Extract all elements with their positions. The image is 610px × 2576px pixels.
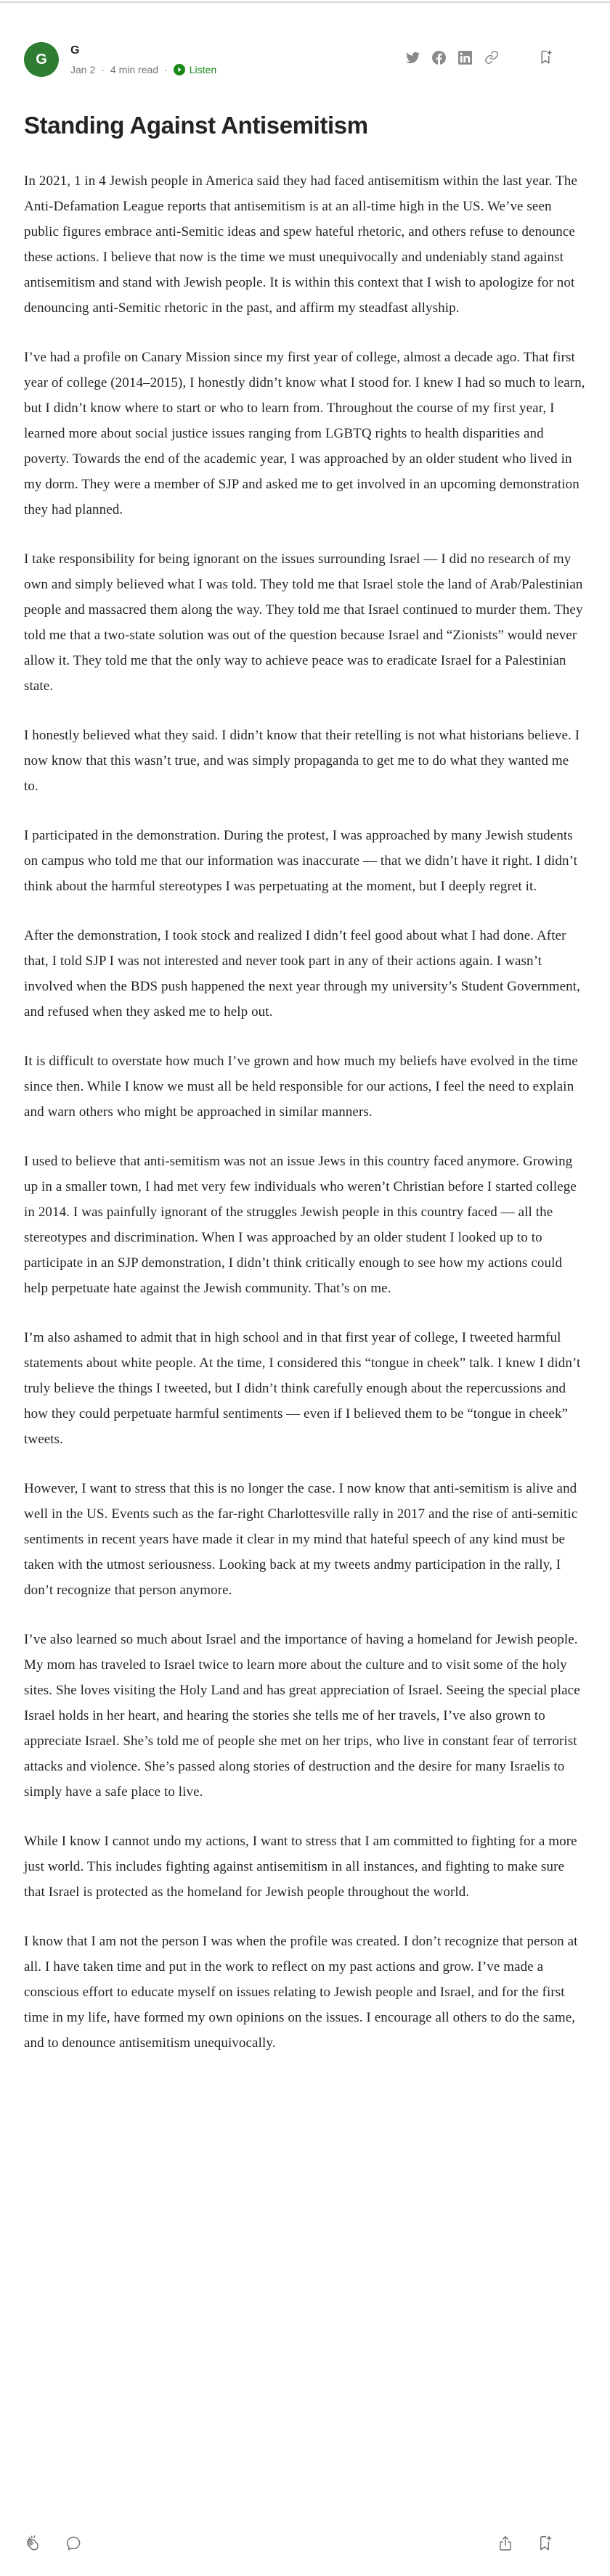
- article-paragraph: I’m also ashamed to admit that in high school and in that first year of college, I tweeted harmful statements about white people. At the time, I considered this “tongue in cheek” talk. I knew I didn’t truly believe the things I tweeted, but I didn’t think carefully enough about the repercussions and how they could perpetuate harmful sentiments — even if I believed them to be “tongue in cheek” tweets.: [24, 1330, 581, 1447]
- reactions-group: [24, 2534, 82, 2553]
- meta-separator: ·: [164, 64, 168, 75]
- article-paragraph: I’ve also learned so much about Israel and the importance of having a homeland for Jewish people. My mom has traveled to Israel twice to learn more about the culture and to visit some of the holy sites. She loves visiting the Holy Land and has great appreciation of Israel. Seeing the special place Israel holds in her heart, and hearing the stories she tells me of her travels, I’ve also grown to appreciate Israel. She’s told me of people she met on her trips, who live in constant fear of terrorist attacks and violence. She’s passed along stories of destruction and the desire for many Israelis to simply have a safe place to live.: [24, 1632, 580, 1800]
- play-icon: [174, 64, 185, 75]
- article-body: [0, 141, 610, 2056]
- article-paragraph: I know that I am not the person I was when the profile was created. I don’t recognize that person at all. I have taken time and put in the work to reflect on my past actions and grow. I’ve made a conscious effort to educate myself on issues relating to Jewish people and Israel, and for the first time in my life, have formed my own opinions on the issues. I encourage all others to do the same, and to denounce antisemitism unequivocally.: [24, 1934, 578, 2051]
- twitter-icon[interactable]: [406, 51, 420, 65]
- comment-icon[interactable]: [65, 2535, 82, 2552]
- avatar[interactable]: G: [24, 42, 59, 77]
- facebook-icon[interactable]: [432, 51, 446, 65]
- clap-icon[interactable]: [24, 2534, 43, 2553]
- author-meta: [70, 42, 216, 77]
- article-paragraph: In 2021, 1 in 4 Jewish people in America said they had faced antisemitism within the last year. The Anti-Defamation League reports that antisemitism is at an all-time high in the US. We’ve seen public figures embrace anti-Semitic ideas and spew hateful rhetoric, and others refuse to denounce these actions. I believe that now is the time we must unequivocally and undeniably stand against antisemitism and stand with Jewish people. It is within this context that I wish to apologize for not denouncing anti-Semitic rhetoric in the past, and affirm my steadfast allyship.: [24, 173, 577, 316]
- read-time: 4 min read: [110, 64, 159, 75]
- article-paragraph: However, I want to stress that this is no longer the case. I now know that anti-semitism is alive and well in the US. Events such as the far-right Charlottesville rally in 2017 and the rise of anti-semitic sentiments in recent years have made it clear in my mind that hateful speech of any kind must be taken with the utmost seriousness. Looking back at my tweets andmy participation in the rally, I don’t recognize that person anymore.: [24, 1481, 578, 1598]
- article-paragraph: I’ve had a profile on Canary Mission since my first year of college, almost a decade ago. That first year of college (2014–2015), I honestly didn’t know what I stood for. I knew I had so much to learn, but I didn’t know where to start or who to learn from. Throughout the course of my first year, I learned more about social justice issues ranging from LGBTQ rights to health disparities and poverty. Towards the end of the academic year, I was approached by an older student who lived in my dorm. They were a member of SJP and asked me to get involved in an upcoming demonstration they had planned.: [24, 350, 585, 517]
- article-paragraph: I take responsibility for being ignorant on the issues surrounding Israel — I did no research of my own and simply believed what I was told. They told me that Israel stole the land of Arab/Palestinian people and massacred them along the way. They told me that Israel continued to murder them. They told me that a two-state solution was out of the question because Israel and “Zionists” would never allow it. They told me that the only way to achieve peace was to eradicate Israel for a Palestinian state.: [24, 551, 583, 694]
- author-name[interactable]: G: [70, 44, 80, 57]
- listen-button[interactable]: [174, 64, 216, 75]
- page-title: Standing Against Antisemitism: [24, 112, 368, 139]
- save-share-group: [497, 2535, 553, 2552]
- post-date: Jan 2: [70, 64, 96, 75]
- post-meta: [70, 64, 216, 75]
- author-block: [24, 42, 216, 77]
- article-paragraph: I participated in the demonstration. During the protest, I was approached by many Jewish students on campus who told me that our information was inaccurate — that we didn’t have it right. I didn’t think about the harmful stereotypes I was perpetuating at the moment, but I deeply regret it.: [24, 828, 578, 894]
- linkedin-icon[interactable]: [458, 51, 472, 65]
- share-icon[interactable]: [497, 2535, 514, 2552]
- article-paragraph: I used to believe that anti-semitism was not an issue Jews in this country faced anymore. Growing up in a smaller town, I had met very few individuals who weren’t Christian before I started college in 2014. I was painfully ignorant of the struggles Jewish people in this country faced — all the stereotypes and discrimination. When I was approached by an older student I looked up to to participate in an SJP demonstration, I didn’t think critically enough to see how my actions could help perpetuate hate against the Jewish community. That’s on me.: [24, 1154, 577, 1296]
- article-paragraph: I honestly believed what they said. I didn’t know that their retelling is not what historians believe. I now know that this wasn’t true, and was simply propaganda to get me to do what they wanted me to.: [24, 728, 580, 794]
- bookmark-add-icon[interactable]: [537, 49, 553, 65]
- bookmark-add-icon[interactable]: [536, 2535, 553, 2552]
- header-divider: [0, 1, 610, 3]
- article-action-bar: [24, 2534, 553, 2553]
- copy-link-icon[interactable]: [484, 50, 499, 65]
- article-paragraph: After the demonstration, I took stock and realized I didn’t feel good about what I had done. After that, I told SJP I was not interested and never took part in any of their actions again. I wasn’t involved when the BDS push happened the next year through my university’s Student Government, and refused when they asked me to help out.: [24, 928, 581, 1020]
- listen-label: Listen: [189, 64, 217, 75]
- meta-separator: ·: [101, 64, 105, 75]
- share-toolbar: [406, 49, 553, 65]
- article-paragraph: While I know I cannot undo my actions, I want to stress that I am committed to fighting for a more just world. This includes fighting against antisemitism in all instances, and fighting to make sure that Israel is protected as the homeland for Jewish people throughout the world.: [24, 1834, 577, 1900]
- byline-row: [0, 0, 610, 77]
- article-paragraph: It is difficult to overstate how much I’ve grown and how much my beliefs have evolved in the time since then. While I know we must all be held responsible for our actions, I feel the need to explain and warn others who might be approached in similar manners.: [24, 1054, 578, 1120]
